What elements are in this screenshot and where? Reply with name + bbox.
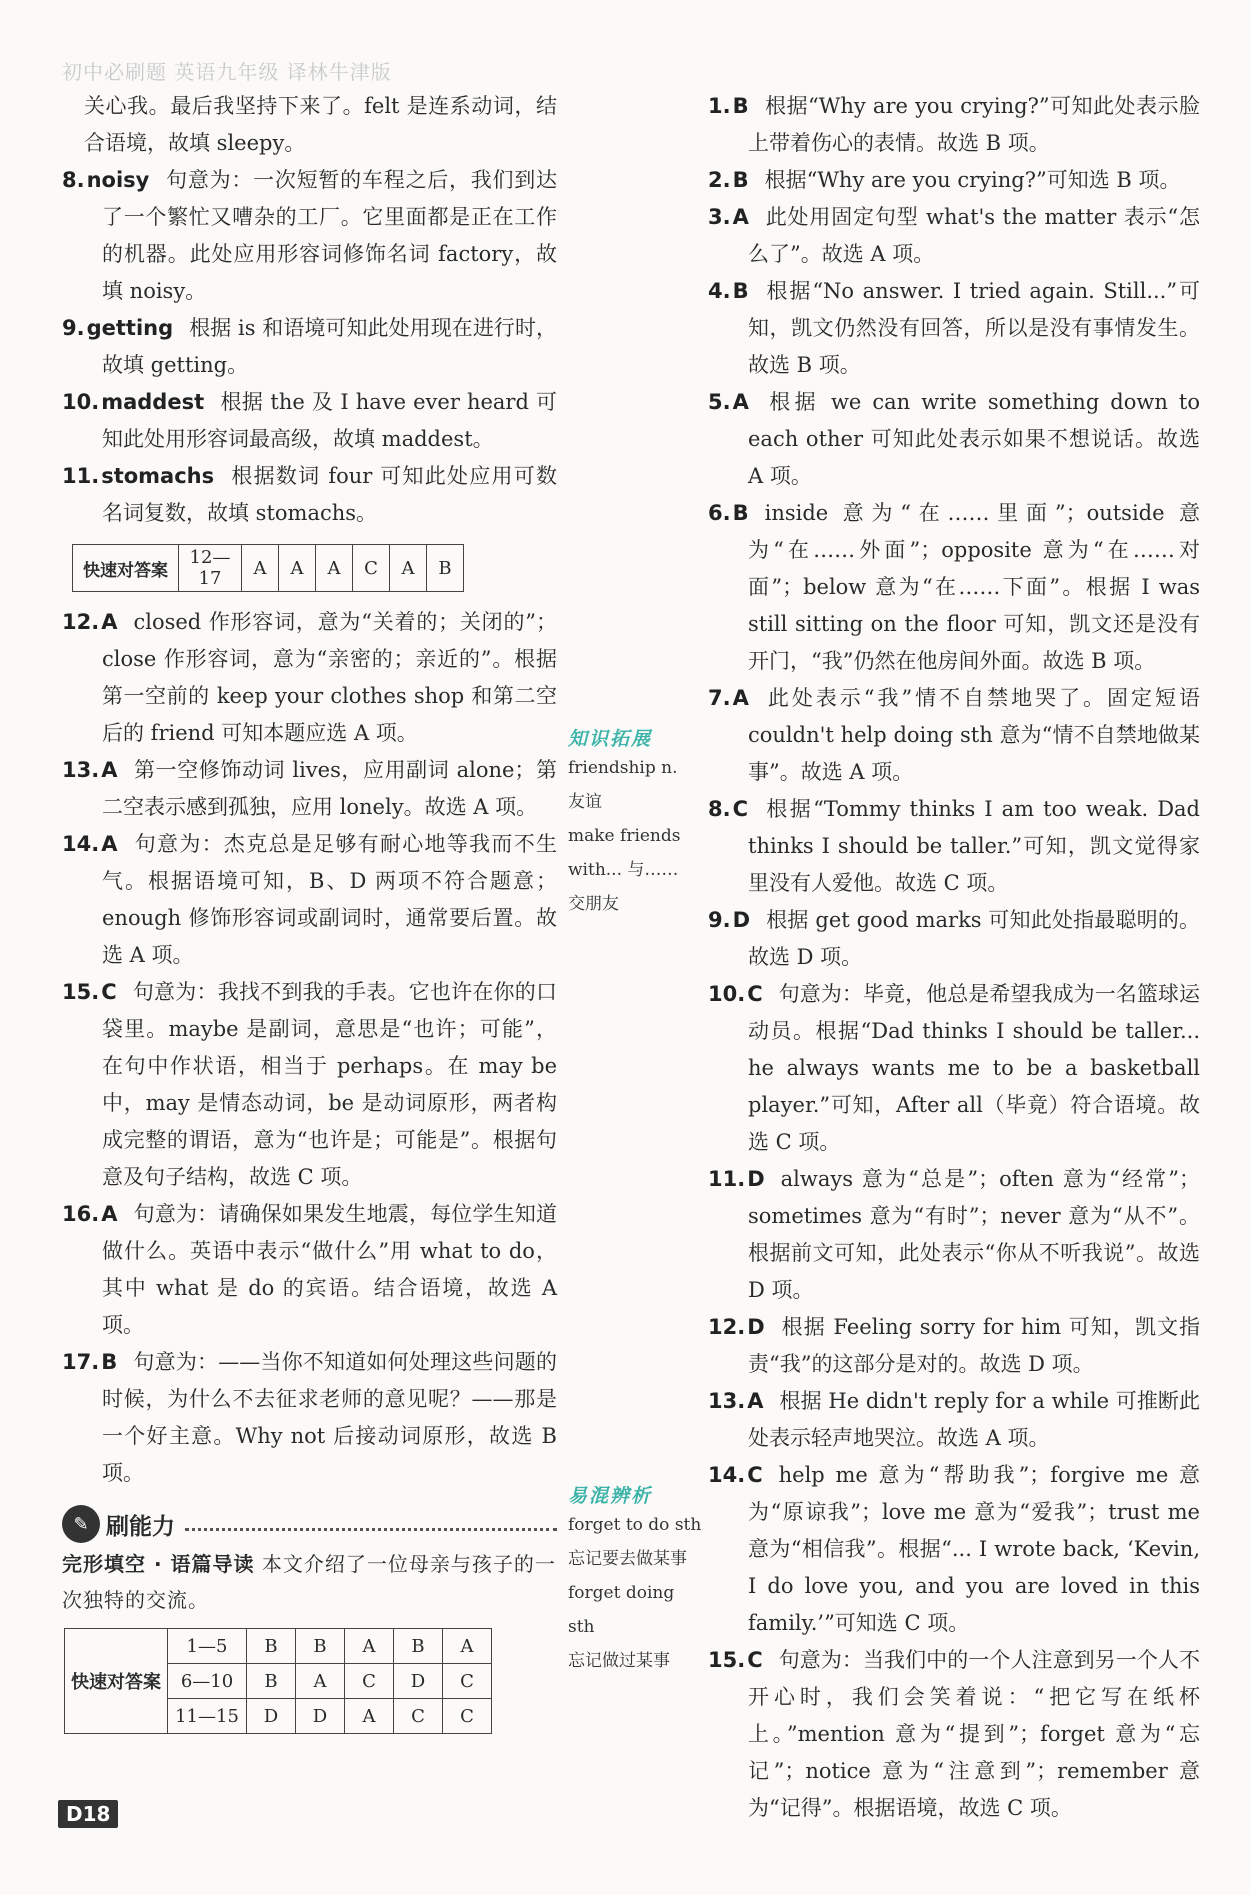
question-number: 9. <box>708 908 731 932</box>
answer-item <box>62 752 557 826</box>
explanation-text: 根据 the 及 I have ever heard 可知此处用形容词最高级，故填 maddest。 <box>102 390 557 451</box>
answer-item <box>708 902 1200 976</box>
explanation-text: closed 作形容词，意为“关着的；关闭的”；close 作形容词，意为“亲密的；亲近的”。根据第一空前的 keep your clothes shop 和第二空后的 friend 可知本题应选 A 项。 <box>102 610 557 745</box>
question-number: 8. <box>708 797 731 821</box>
quick-answer-cell: A <box>316 545 353 592</box>
explanation-text: 根据 He didn't reply for a while 可推断此处表示轻声地哭泣。故选 A 项。 <box>748 1389 1200 1450</box>
quick-answer-cell: C <box>394 1699 443 1734</box>
answer-item <box>708 273 1200 384</box>
explanation-text: 根据 get good marks 可知此处指最聪明的。故选 D 项。 <box>748 908 1200 969</box>
knowledge-extension-heading: 知识拓展 <box>568 728 653 750</box>
summary-text: 本文介绍了一位母亲与孩子的一次独特的交流。 <box>62 1552 556 1612</box>
question-number: 11. <box>708 1167 746 1191</box>
answer-item <box>62 1196 557 1344</box>
question-number: 9. <box>62 316 85 340</box>
note-line: 友谊 <box>568 792 602 812</box>
intro-text: 关心我。最后我坚持下来了。felt 是连系动词，结合语境，故填 sleepy。 <box>84 94 557 155</box>
quick-answer-cell: B <box>247 1664 296 1699</box>
quick-answer-label: 快速对答案 <box>73 545 179 592</box>
answer-key: C <box>747 1463 763 1487</box>
answer-item <box>708 976 1200 1161</box>
quick-answer-cell: C <box>443 1699 492 1734</box>
note-line: 忘记做过某事 <box>568 1651 670 1671</box>
answer-item <box>62 310 557 384</box>
explanation-text: 第一空修饰动词 lives，应用副词 alone；第二空表示感到孤独，应用 lonely。故选 A 项。 <box>102 758 557 819</box>
question-number: 5. <box>708 390 731 414</box>
explanation-text: 根据“Tommy thinks I am too weak. Dad thinks I should be taller.”可知，凯文觉得家里没有人爱他。故选 C 项。 <box>748 797 1200 895</box>
question-number: 15. <box>62 980 100 1004</box>
explanation-text: 根据数词 four 可知此处应用可数名词复数，故填 stomachs。 <box>102 464 557 525</box>
answer-item <box>708 1457 1200 1642</box>
note-line: forget to do sth <box>568 1515 702 1535</box>
answer-item <box>62 826 557 974</box>
explanation-text: 句意为：一次短暂的车程之后，我们到达了一个繁忙又嘈杂的工厂。它里面都是正在工作的机器。此处应用形容词修饰名词 factory，故填 noisy。 <box>102 168 557 303</box>
explanation-text: 根据“Why are you crying?”可知选 B 项。 <box>764 168 1181 192</box>
answer-key: B <box>732 94 749 118</box>
brush-icon: ✎ <box>62 1505 100 1543</box>
answer-item <box>708 495 1200 680</box>
answer-key: A <box>747 1389 764 1413</box>
answer-item <box>62 162 557 310</box>
question-number: 3. <box>708 205 731 229</box>
explanation-text: always 意为“总是”；often 意为“经常”；sometimes 意为“有时”；never 意为“从不”。根据前文可知，此处表示“你从不听我说”。故选 D 项。 <box>748 1167 1200 1302</box>
page-number: D18 <box>58 1800 118 1828</box>
answer-list-1 <box>62 162 557 532</box>
answer-key: C <box>747 1648 763 1672</box>
answer-key: B <box>732 279 749 303</box>
explanation-text: 句意为：我找不到我的手表。它也许在你的口袋里。maybe 是副词，意思是“也许；可能”，在句中作状语，相当于 perhaps。在 may be 中，may 是情态动词，be 是动词原形，两者构成完整的谓语，意为“也许是；可能是”。根据句意及句子结构，故选 C 项。 <box>102 980 557 1189</box>
answer-key: A <box>101 758 118 782</box>
quick-answer-cell: B <box>247 1629 296 1664</box>
question-number: 13. <box>62 758 100 782</box>
question-number: 7. <box>708 686 731 710</box>
answer-item <box>708 1642 1200 1827</box>
answer-key: A <box>732 205 749 229</box>
answer-key: A <box>732 686 749 710</box>
answer-key: A <box>732 390 749 414</box>
answer-key: D <box>732 908 751 932</box>
answer-item <box>708 162 1200 199</box>
quick-answer-cell: A <box>443 1629 492 1664</box>
question-number: 17. <box>62 1350 100 1374</box>
answer-key: A <box>101 1202 118 1226</box>
quick-answer-range: 6—10 <box>168 1664 247 1699</box>
quick-answer-cell: A <box>242 545 279 592</box>
question-number: 16. <box>62 1202 100 1226</box>
quick-answer-cell: A <box>279 545 316 592</box>
confusable-note <box>568 1508 706 1678</box>
answer-key: D <box>747 1167 765 1191</box>
explanation-text: 句意为：——当你不知道如何处理这些问题的时候，为什么不去征求老师的意见呢？——那是一个好主意。Why not 后接动词原形，故选 B 项。 <box>102 1350 557 1485</box>
note-line: with... 与…… <box>568 860 679 880</box>
explanation-text: 句意为：请确保如果发生地震，每位学生知道做什么。英语中表示“做什么”用 what to do，其中 what 是 do 的宾语。结合语境，故选 A 项。 <box>102 1202 557 1337</box>
answer-item <box>62 1344 557 1492</box>
answer-key: noisy <box>86 168 150 192</box>
answer-item <box>708 680 1200 791</box>
answer-item <box>62 974 557 1196</box>
note-line: make friends <box>568 826 681 846</box>
question-number: 10. <box>62 390 100 414</box>
section-title: 刷能力 <box>106 1513 175 1540</box>
quick-answer-label: 快速对答案 <box>65 1629 168 1734</box>
side-notes <box>568 88 706 1678</box>
question-number: 12. <box>62 610 100 634</box>
answer-key: C <box>732 797 749 821</box>
answer-item <box>708 384 1200 495</box>
quick-answer-table-2 <box>64 1628 492 1734</box>
knowledge-extension-note <box>568 751 706 921</box>
quick-answer-cell: B <box>394 1629 443 1664</box>
answer-key: C <box>747 982 763 1006</box>
answer-key: B <box>732 168 749 192</box>
answer-list-2 <box>62 604 557 1492</box>
explanation-text: 此处表示“我”情不自禁地哭了。固定短语 couldn't help doing sth 意为“情不自禁地做某事”。故选 A 项。 <box>748 686 1200 784</box>
question-number: 14. <box>62 832 100 856</box>
question-number: 12. <box>708 1315 746 1339</box>
note-line: 交朋友 <box>568 894 619 914</box>
explanation-text: 句意为：当我们中的一个人注意到另一个人不开心时，我们会笑着说：“把它写在纸杯上。”mention 意为“提到”；forget 意为“忘记”；notice 意为“注意到”；remember 意为“记得”。根据语境，故选 C 项。 <box>748 1648 1200 1820</box>
question-number: 2. <box>708 168 731 192</box>
answer-item <box>708 1161 1200 1309</box>
answer-key: A <box>101 832 118 856</box>
quick-answer-cell: B <box>296 1629 345 1664</box>
quick-answer-cell: A <box>296 1664 345 1699</box>
left-column <box>62 88 557 1734</box>
quick-answer-cell: D <box>247 1699 296 1734</box>
quick-answer-cell: A <box>345 1629 394 1664</box>
question-number: 1. <box>708 94 731 118</box>
question-number: 4. <box>708 279 731 303</box>
answer-key: B <box>101 1350 118 1374</box>
quick-answer-cell: A <box>345 1699 394 1734</box>
dotted-divider <box>185 1514 557 1531</box>
answer-list-3 <box>708 88 1200 1827</box>
explanation-text: 根据 Feeling sorry for him 可知，凯文指责“我”的这部分是对的。故选 D 项。 <box>748 1315 1200 1376</box>
question-number: 6. <box>708 501 731 525</box>
quick-answer-cell: C <box>443 1664 492 1699</box>
explanation-text: inside 意为“在……里面”；outside 意为“在……外面”；opposite 意为“在……对面”；below 意为“在……下面”。根据 I was still sitting on the floor 可知，凯文还是没有开门，“我”仍然在他房间外面。故选 B 项。 <box>748 501 1200 673</box>
quick-answer-cell: D <box>394 1664 443 1699</box>
quick-answer-cell: C <box>345 1664 394 1699</box>
question-number: 8. <box>62 168 85 192</box>
answer-key: D <box>747 1315 765 1339</box>
answer-item <box>708 791 1200 902</box>
confusable-heading: 易混辨析 <box>568 1485 653 1507</box>
quick-answer-table-1 <box>72 544 464 592</box>
question-number: 13. <box>708 1389 746 1413</box>
explanation-text: 根据 is 和语境可知此处用现在进行时，故填 getting。 <box>102 316 557 377</box>
answer-item <box>62 604 557 752</box>
explanation-text: 句意为：毕竟，他总是希望我成为一名篮球运动员。根据“Dad thinks I should be taller... he always wants me to be a basketball player.”可知，After all（毕竟）符合语境。故选 C 项。 <box>748 982 1200 1154</box>
answer-item <box>62 384 557 458</box>
quick-answer-cell: B <box>427 545 464 592</box>
answer-key: stomachs <box>101 464 215 488</box>
question-number: 10. <box>708 982 746 1006</box>
quick-answer-range: 12—17 <box>179 545 242 592</box>
answer-item <box>708 88 1200 162</box>
quick-answer-cell: C <box>353 545 390 592</box>
question-number: 15. <box>708 1648 746 1672</box>
answer-item <box>708 1383 1200 1457</box>
answer-key: getting <box>86 316 174 340</box>
explanation-text: 根据 we can write something down to each other 可知此处表示如果不想说话。故选 A 项。 <box>748 390 1200 488</box>
explanation-text: help me 意为“帮助我”；forgive me 意为“原谅我”；love me 意为“爱我”；trust me 意为“相信我”。根据“... I wrote back, ‘Kevin, I do love you, and you are loved in this family.’”可知选 C 项。 <box>748 1463 1200 1635</box>
answer-key: B <box>732 501 749 525</box>
explanation-text: 根据“No answer. I tried again. Still...”可知，凯文仍然没有回答，所以是没有事情发生。故选 B 项。 <box>748 279 1200 377</box>
note-line: forget doing sth <box>568 1583 675 1637</box>
question-number: 14. <box>708 1463 746 1487</box>
quick-answer-cell: D <box>296 1699 345 1734</box>
answer-item <box>708 1309 1200 1383</box>
running-header: 初中必刷题 英语九年级 译林牛津版 <box>62 60 392 84</box>
explanation-text: 根据“Why are you crying?”可知此处表示脸上带着伤心的表情。故选 B 项。 <box>748 94 1200 155</box>
answer-key: A <box>101 610 118 634</box>
explanation-text: 句意为：杰克总是足够有耐心地等我而不生气。根据语境可知，B、D 两项不符合题意；enough 修饰形容词或副词时，通常要后置。故选 A 项。 <box>102 832 557 967</box>
quick-answer-cell: A <box>390 545 427 592</box>
question-number: 11. <box>62 464 100 488</box>
answer-item <box>708 199 1200 273</box>
passage-summary <box>62 1546 557 1618</box>
quick-answer-range: 1—5 <box>168 1629 247 1664</box>
answer-item <box>62 458 557 532</box>
right-column <box>708 88 1200 1827</box>
answer-key: maddest <box>101 390 205 414</box>
summary-label: 完形填空 · 语篇导读 <box>62 1552 255 1576</box>
note-line: 忘记要去做某事 <box>568 1549 687 1569</box>
answer-key: C <box>101 980 117 1004</box>
section-header <box>62 1502 557 1546</box>
explanation-text: 此处用固定句型 what's the matter 表示“怎么了”。故选 A 项。 <box>748 205 1200 266</box>
quick-answer-range: 11—15 <box>168 1699 247 1734</box>
note-line: friendship n. <box>568 758 678 778</box>
